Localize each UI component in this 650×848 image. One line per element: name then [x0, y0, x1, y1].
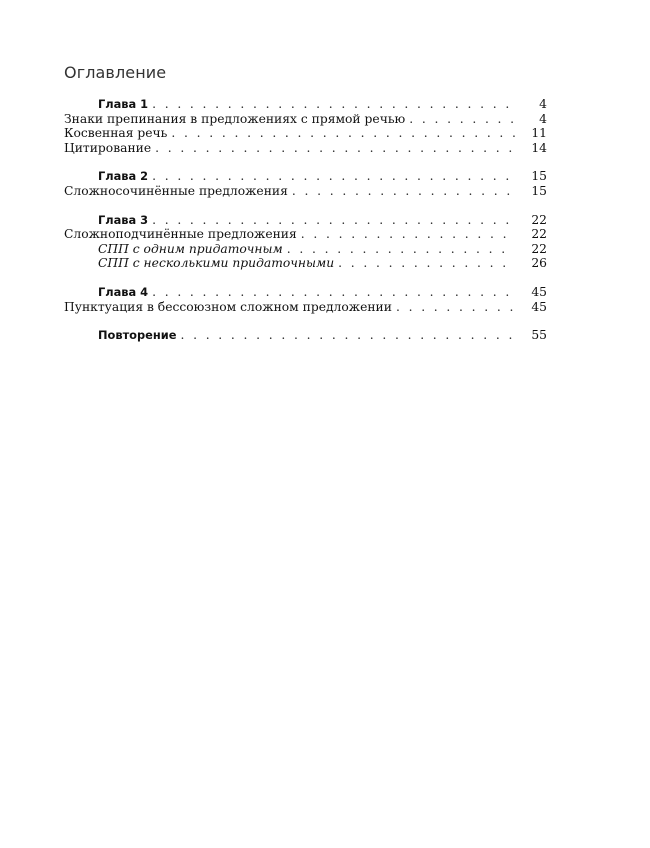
toc-row-chapter-2[interactable] [64, 169, 547, 184]
toc-row-label: Цитирование [64, 140, 152, 155]
toc-row-label: Глава 2 [98, 169, 149, 184]
toc-row-spp-one-clause[interactable] [64, 242, 547, 257]
toc-row-compound-sentences[interactable] [64, 184, 547, 199]
toc-row-page: 4 [539, 111, 547, 126]
toc-row-label: Сложносочинённые предложения [64, 183, 288, 198]
table-of-contents [64, 97, 547, 357]
toc-group-chapter-2 [64, 169, 547, 198]
toc-row-page: 45 [531, 284, 547, 299]
toc-row-label: Глава 3 [98, 212, 149, 227]
toc-row-spp-several-clauses[interactable] [64, 256, 547, 271]
toc-group-chapter-3 [64, 213, 547, 271]
toc-row-page: 15 [531, 169, 547, 184]
dot-leader [152, 97, 515, 112]
toc-group-chapter-1 [64, 97, 547, 155]
toc-row-page: 55 [531, 328, 547, 343]
toc-row-page: 4 [539, 97, 547, 111]
toc-row-indirect-speech[interactable] [64, 126, 547, 141]
toc-row-label: Знаки препинания в предложениях с прямой речью [64, 111, 406, 126]
dot-leader [338, 256, 515, 271]
toc-heading: Оглавление [64, 63, 167, 82]
dot-leader [152, 213, 515, 228]
toc-row-chapter-3[interactable] [64, 213, 547, 228]
toc-row-label: Косвенная речь [64, 126, 168, 141]
toc-group-chapter-4 [64, 285, 547, 314]
toc-row-page: 11 [531, 126, 547, 141]
dot-leader [171, 126, 515, 141]
toc-row-citation[interactable] [64, 141, 547, 156]
toc-row-chapter-1[interactable] [64, 97, 547, 112]
toc-row-review[interactable] [64, 328, 547, 343]
toc-row-label: Пунктуация в бессоюзном сложном предложении [64, 299, 392, 314]
toc-row-page: 26 [531, 256, 547, 271]
toc-row-direct-speech[interactable] [64, 112, 547, 127]
dot-leader [155, 141, 515, 156]
dot-leader [292, 184, 515, 199]
dot-leader [152, 285, 515, 300]
toc-row-asyndetic-punctuation[interactable] [64, 300, 547, 315]
dot-leader [396, 300, 515, 315]
toc-row-label: СПП с одним придаточным [98, 241, 283, 256]
toc-row-label: СПП с несколькими придаточными [98, 256, 335, 271]
toc-row-label: Сложноподчинённые предложения [64, 227, 297, 242]
toc-row-page: 22 [531, 227, 547, 242]
toc-row-chapter-4[interactable] [64, 285, 547, 300]
toc-row-label: Глава 1 [98, 97, 149, 111]
dot-leader [409, 112, 515, 127]
toc-row-page: 15 [531, 183, 547, 198]
dot-leader [152, 169, 515, 184]
toc-row-page: 22 [531, 241, 547, 256]
toc-row-label: Повторение [98, 328, 177, 343]
toc-row-page: 14 [531, 140, 547, 155]
dot-leader [301, 227, 515, 242]
dot-leader [180, 328, 515, 343]
toc-row-page: 45 [531, 299, 547, 314]
toc-row-page: 22 [531, 212, 547, 227]
toc-group-review [64, 328, 547, 343]
toc-row-complex-sentences[interactable] [64, 227, 547, 242]
dot-leader [287, 242, 515, 257]
toc-row-label: Глава 4 [98, 284, 149, 299]
